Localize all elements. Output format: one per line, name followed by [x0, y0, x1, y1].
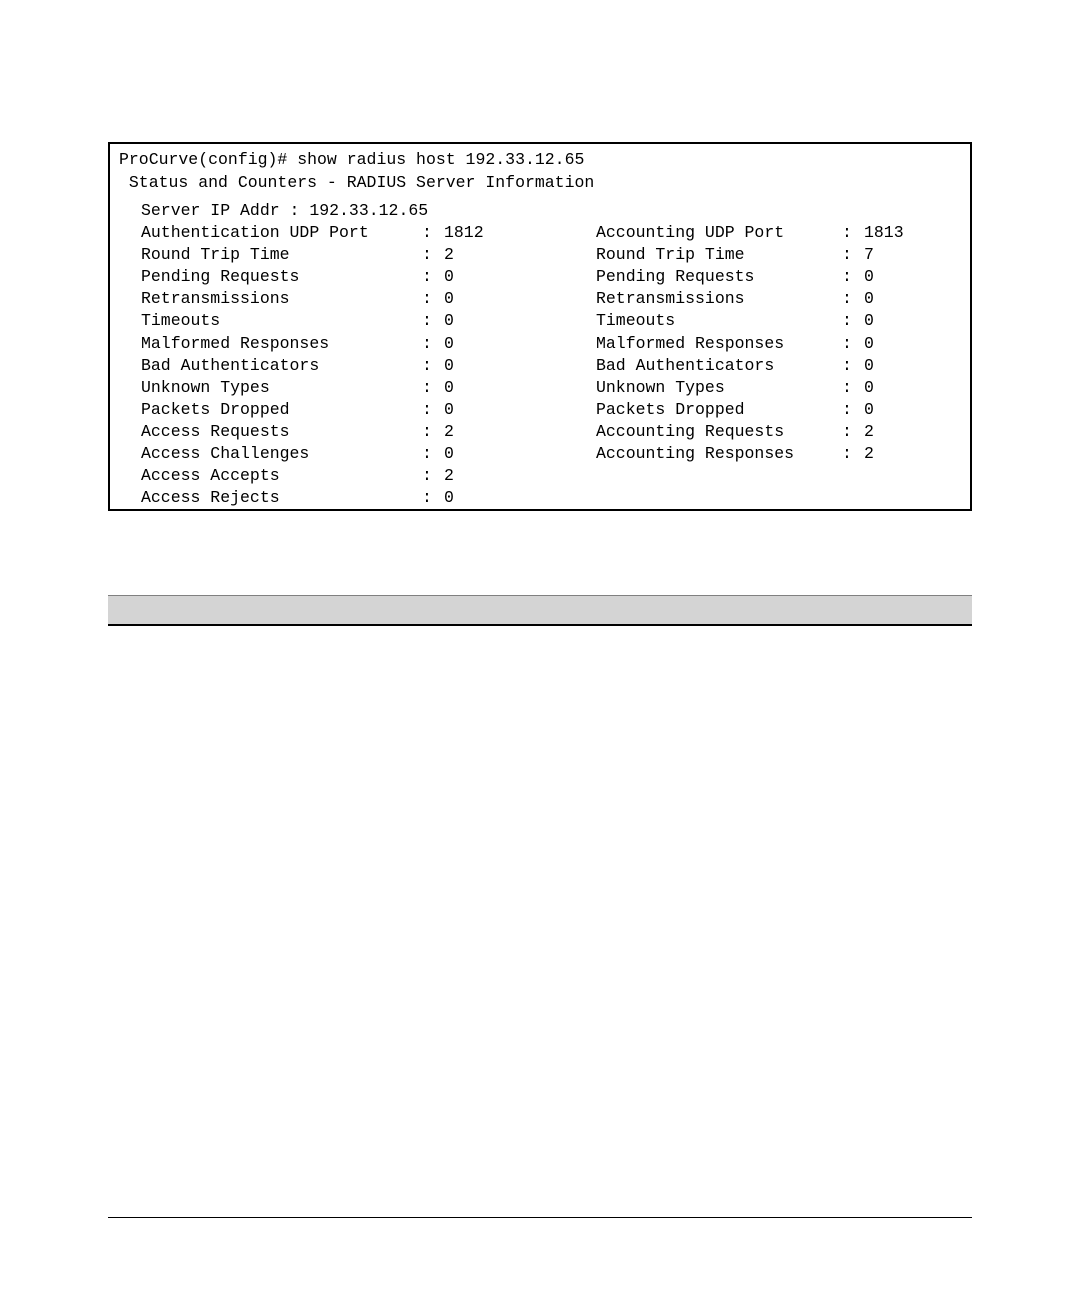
auth-counter-separator: : [422, 399, 432, 419]
acct-counter-value: 0 [864, 399, 874, 419]
auth-counter-separator: : [422, 444, 432, 463]
auth-counter-label: Access Challenges [141, 444, 310, 463]
acct-counter-label: Unknown Types [596, 377, 725, 397]
acct-counter-separator: : [842, 289, 852, 309]
acct-counter-value: 0 [864, 267, 874, 287]
auth-counter-label: Authentication UDP Port [141, 223, 369, 242]
acct-counter-separator: : [842, 311, 852, 331]
acct-counter-label: Round Trip Time [596, 245, 745, 265]
auth-counter-label: Access Requests [141, 421, 290, 441]
acct-counter-separator: : [842, 355, 852, 375]
acct-counter-separator: : [842, 444, 852, 463]
auth-counter-label: Unknown Types [141, 377, 270, 397]
auth-counter-label: Bad Authenticators [141, 355, 320, 375]
auth-counter-label: Timeouts [141, 311, 221, 331]
acct-counter-label: Bad Authenticators [596, 355, 775, 375]
acct-counter-value: 0 [864, 289, 874, 309]
auth-counter-label: Packets Dropped [141, 399, 290, 419]
auth-counter-separator: : [422, 289, 432, 309]
footer-rule [108, 1217, 972, 1218]
auth-counter-separator: : [422, 488, 432, 508]
auth-counter-label: Access Rejects [141, 488, 280, 508]
acct-counter-separator: : [842, 421, 852, 441]
acct-counter-separator: : [842, 245, 852, 265]
auth-counter-label: Retransmissions [141, 289, 290, 309]
auth-counter-label: Pending Requests [141, 267, 300, 287]
acct-counter-label: Timeouts [596, 311, 676, 331]
acct-counter-value: 0 [864, 377, 874, 397]
auth-counter-value: 0 [444, 311, 454, 331]
auth-counter-value: 0 [444, 377, 454, 397]
auth-counter-value: 1812 [444, 223, 484, 242]
acct-counter-value: 2 [864, 421, 874, 441]
table-header-bar [108, 595, 972, 626]
auth-counter-separator: : [422, 267, 432, 287]
auth-counter-value: 2 [444, 421, 454, 441]
acct-counter-value: 2 [864, 444, 874, 463]
auth-counter-value: 0 [444, 399, 454, 419]
acct-counter-separator: : [842, 377, 852, 397]
auth-counter-separator: : [422, 333, 432, 353]
acct-counter-separator: : [842, 333, 852, 353]
auth-counter-separator: : [422, 421, 432, 441]
auth-counter-value: 0 [444, 333, 454, 353]
acct-counter-separator: : [842, 223, 852, 242]
acct-counter-label: Packets Dropped [596, 399, 745, 419]
auth-counter-value: 2 [444, 466, 454, 486]
acct-counter-label: Retransmissions [596, 289, 745, 309]
acct-counter-value: 0 [864, 333, 874, 353]
auth-counter-value: 0 [444, 444, 454, 463]
server-ip-line: Server IP Addr : 192.33.12.65 [141, 201, 429, 220]
auth-counter-label: Round Trip Time [141, 245, 290, 265]
acct-counter-value: 0 [864, 355, 874, 375]
auth-counter-separator: : [422, 355, 432, 375]
auth-counter-value: 0 [444, 355, 454, 375]
auth-counter-separator: : [422, 223, 432, 242]
auth-counter-label: Access Accepts [141, 466, 280, 486]
auth-counter-separator: : [422, 311, 432, 331]
auth-counter-value: 0 [444, 267, 454, 287]
acct-counter-label: Accounting Requests [596, 421, 785, 441]
acct-counter-separator: : [842, 267, 852, 287]
output-heading: Status and Counters - RADIUS Server Information [119, 173, 595, 192]
terminal-output-window [108, 142, 972, 511]
acct-counter-label: Accounting Responses [596, 444, 795, 463]
acct-counter-value: 0 [864, 311, 874, 331]
auth-counter-separator: : [422, 377, 432, 397]
auth-counter-value: 0 [444, 289, 454, 309]
auth-counter-value: 2 [444, 245, 454, 265]
command-line: ProCurve(config)# show radius host 192.33.12.65 [119, 150, 585, 169]
auth-counter-separator: : [422, 245, 432, 265]
auth-counter-label: Malformed Responses [141, 333, 330, 353]
acct-counter-label: Accounting UDP Port [596, 223, 785, 242]
acct-counter-separator: : [842, 399, 852, 419]
acct-counter-label: Pending Requests [596, 267, 755, 287]
acct-counter-value: 1813 [864, 223, 904, 242]
auth-counter-separator: : [422, 466, 432, 486]
acct-counter-value: 7 [864, 245, 874, 265]
acct-counter-label: Malformed Responses [596, 333, 785, 353]
auth-counter-value: 0 [444, 488, 454, 508]
